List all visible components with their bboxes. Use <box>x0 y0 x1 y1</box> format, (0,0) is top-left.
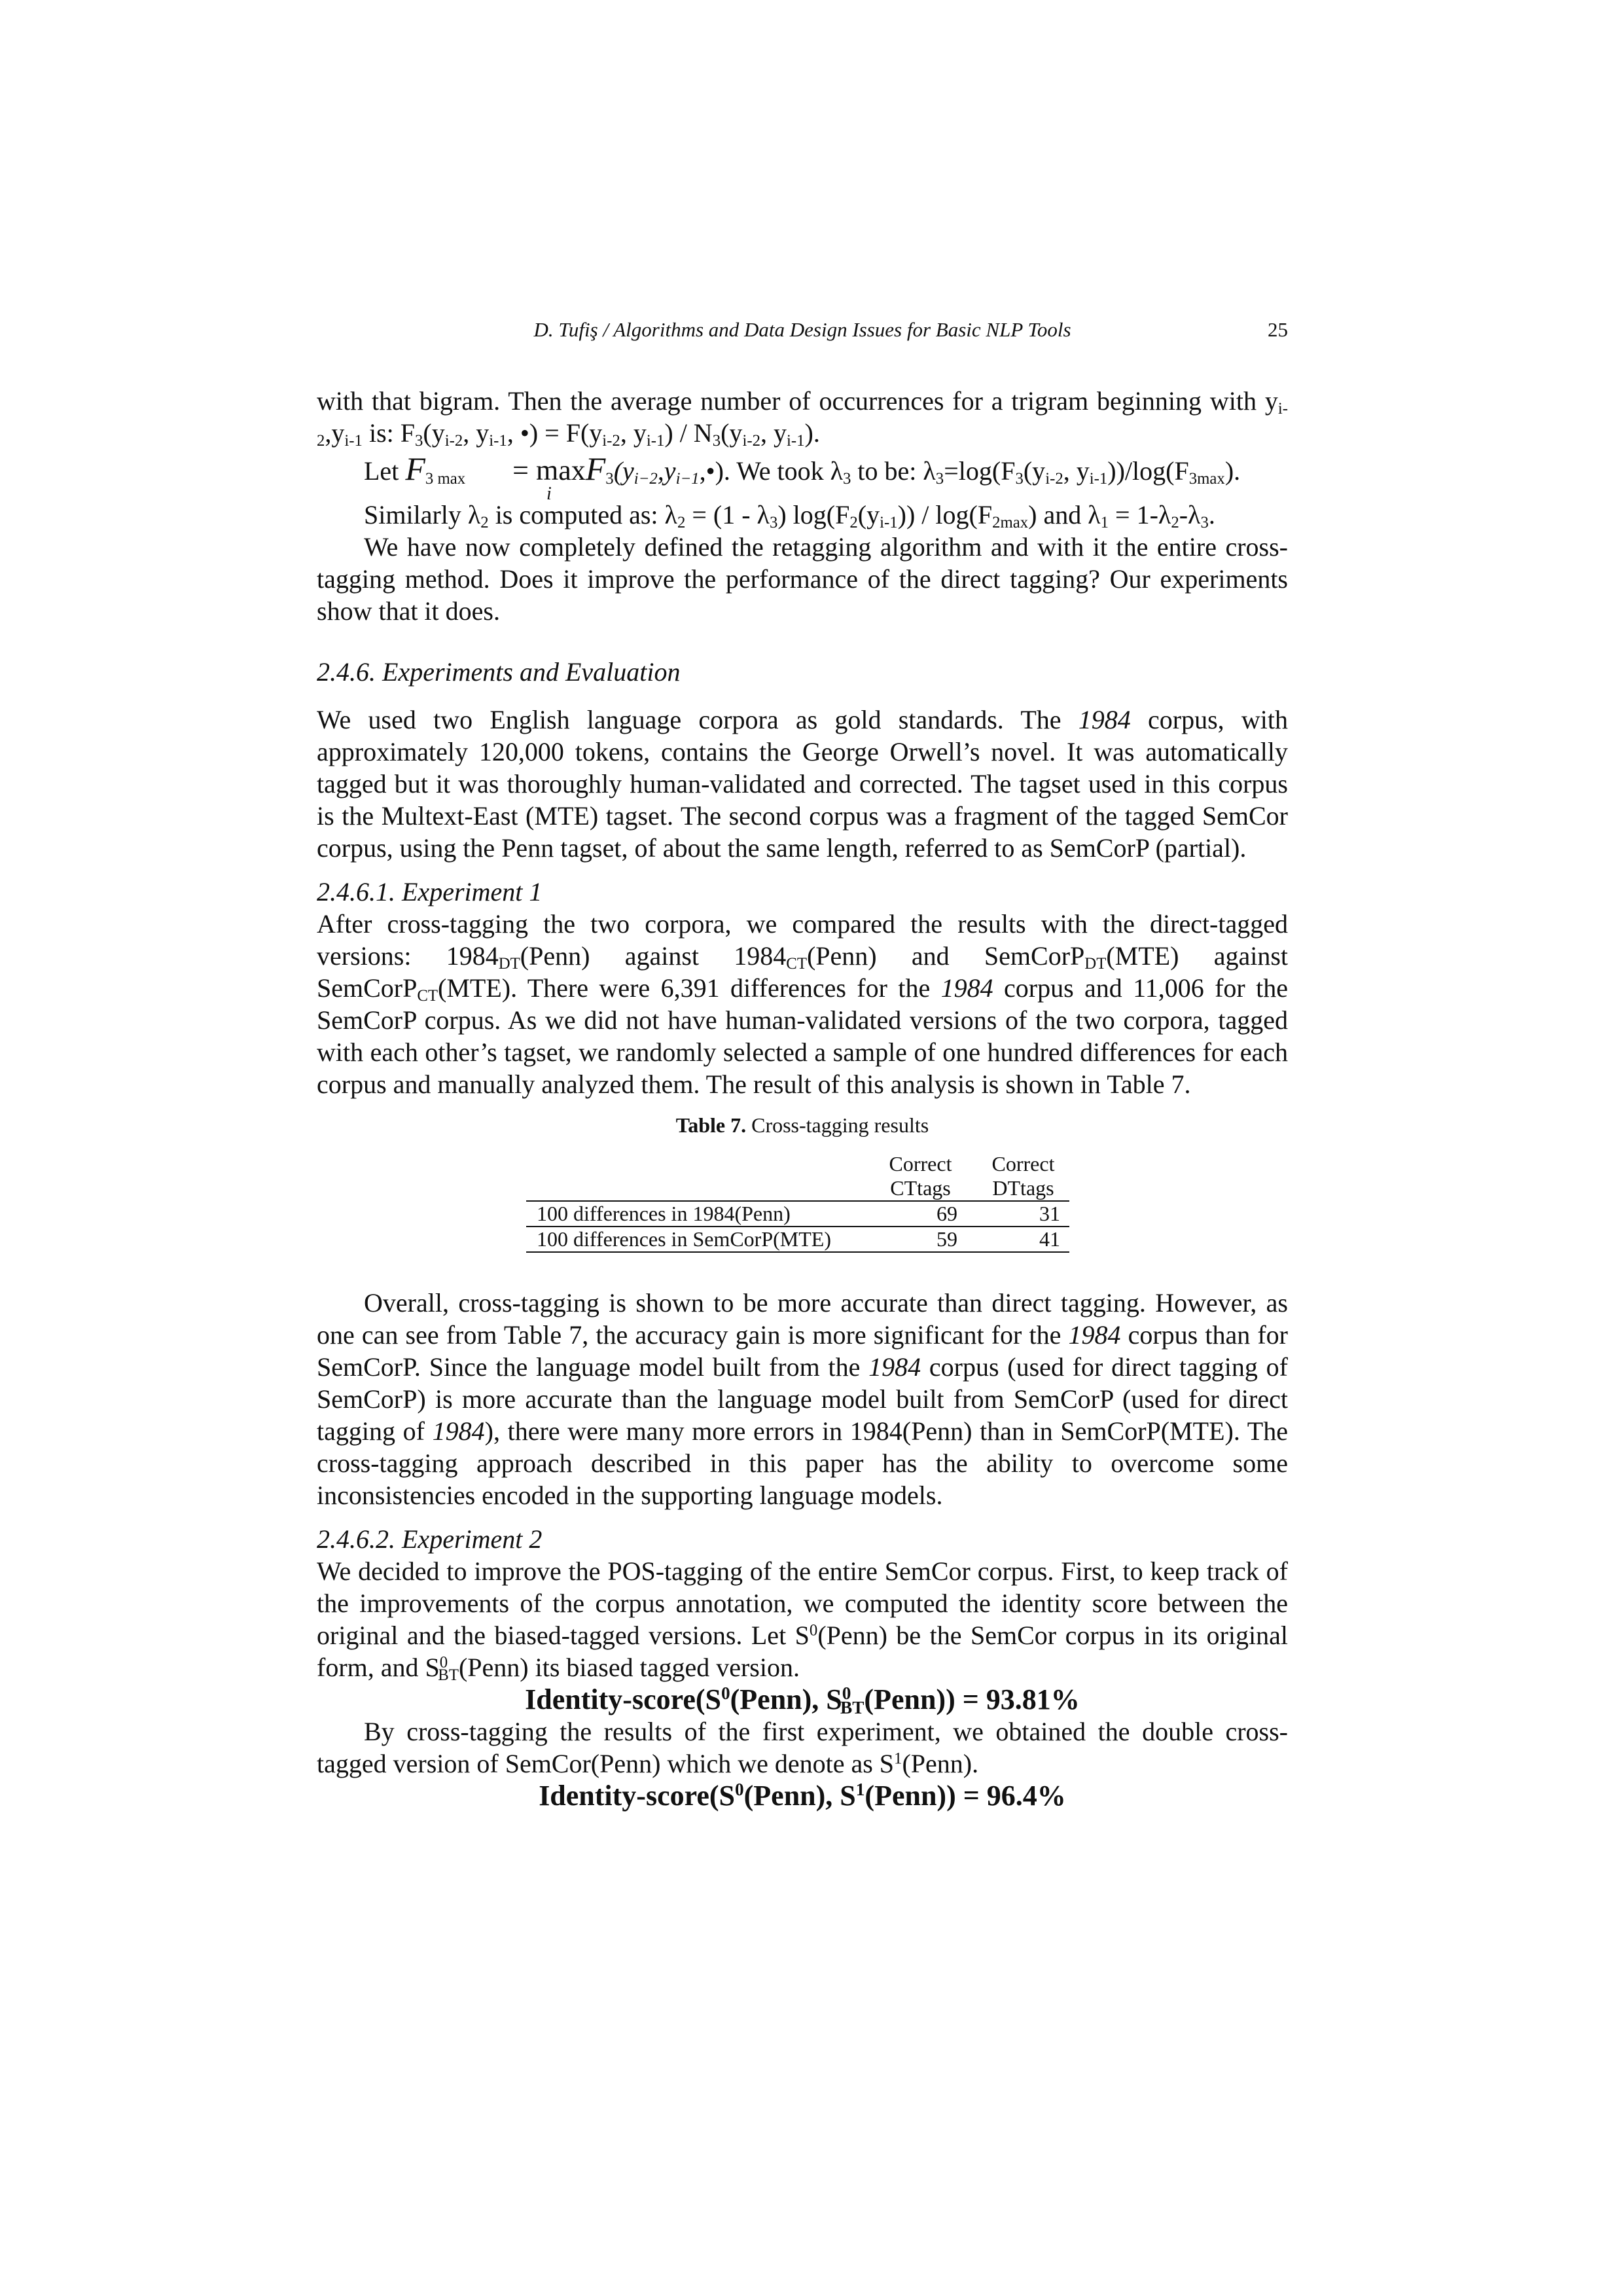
table7-caption: Table 7. Cross-tagging results <box>675 1113 929 1137</box>
formula-lambda2: Similarly $\lambda_2$ is computed as: $\lambda_2 = (1 - \lambda_3)$ $\log(F_2(y_{i-1})) / \log(F_{2max})$ and $\lambda_1 = 1-\lambda_2-\lambda_3$. <box>364 500 1215 532</box>
experiment1-heading: 2.4.6.1. Experiment 1 <box>317 877 543 906</box>
paragraph-overall: Overall, cross-tagging is shown to be more accurate than direct tagging. However, as one can see from Table 7, the accuracy gain is more significant for the 1984 corpus than for SemCorP. Since the language model built from the 1984 corpus (used for direct tagging of SemCorP) is more accurate than the language model built from SemCorP (used for direct tagging of 1984), there were many more errors in 1984(Penn) than in SemCorP(MTE). The cross-tagging approach described in this paper has the ability to overcome some inconsistencies encoded in the supporting language models. <box>317 1288 1289 1510</box>
paragraph-experiment2: We decided to improve the POS-tagging of the entire SemCor corpus. First, to keep track of the improvements of the corpus annotation, we computed the identity score between the original and the biased-tagged versions. Let $S^0(Penn)$ be the SemCor corpus in its original form, and $S^0_{BT}(Penn)$ its biased tagged version. <box>317 1556 1288 1685</box>
col1-header-line1: Correct <box>889 1152 952 1175</box>
table-header-row2 <box>526 1176 1069 1201</box>
experiment2-heading: 2.4.6.2. Experiment 2 <box>317 1524 543 1554</box>
paragraph-bigram: with that bigram. Then the average number of occurrences for a trigram beginning with $y_{i-2},y_{i-1}$ is: $F_3(y_{i-2}$, $y_{i-1}$, •) = $F(y_{i-2}$, $y_{i-1}) / N_3(y_{i-2}$, $y_{i-1}$). <box>317 386 1289 450</box>
identity-score-1: Identity-$score(S^0(Penn)$, $S^0_{BT}(Penn)) = 93.81\%$ <box>525 1683 1080 1717</box>
table7 <box>526 1152 1069 1253</box>
paragraph-experiment1: After cross-tagging the two corpora, we compared the results with the direct-tagged versions: $1984_{DT}(Penn)$ against $1984_{CT}(Penn)$ and SemCorP$_{DT}$(MTE) against SemCorP$_{CT}$(MTE). There were 6,391 differences for the 1984 corpus and 11,006 for the SemCorP corpus. As we did not have human-validated versions of the two corpora, tagged with each other’s tagset, we randomly selected a sample of one hundred differences for each corpus and manually analyzed them. The result of this analysis is shown in Table 7. <box>317 909 1288 1099</box>
section-heading: 2.4.6. Experiments and Evaluation <box>317 657 681 687</box>
formula-f3max: Let $F_{3 max}= \max$ i $F_3(y_{i-2},y_{i-1},•)$. We took $\lambda_3$ to be: $\lambda_3=\log(F_3(y_{i-2}$, $y_{i-1}))/\log(F_{3max})$. <box>364 450 1241 504</box>
identity-score-2: Identity-$score(S^0(Penn)$, $S^1(Penn)) = 96.4\%$ <box>539 1780 1066 1812</box>
body-column <box>317 385 1288 1812</box>
table-row: 100 differences in SemCorP(MTE) 59 41 <box>526 1227 1069 1252</box>
col2-header-line1: Correct <box>991 1152 1055 1175</box>
paragraph-corpora: We used two English language corpora as gold standards. The 1984 corpus, with approximately 120,000 tokens, contains the George Orwell’s novel. It was automatically tagged but it was thoroughly human-validated and corrected. The tagset used in this corpus is the Multext-East (MTE) tagset. The second corpus was a fragment of the tagged SemCor corpus, using the Penn tagset, of about the same length, referred to as SemCorP (partial). <box>317 705 1288 863</box>
table-row: 100 differences in 1984(Penn) 69 31 <box>526 1201 1069 1227</box>
paragraph-double-cross: By cross-tagging the results of the first experiment, we obtained the double cross-tagged version of SemCor(Penn) which we denote as $S^1(Penn)$. <box>317 1717 1288 1778</box>
running-title: D. Tufiş / Algorithms and Data Design Issues for Basic NLP Tools <box>533 318 1071 341</box>
paragraph-retagging: We have now completely defined the retagging algorithm and with it the entire cross-tagging method. Does it improve the performance of the direct tagging? Our experiments show that it does. <box>317 532 1288 626</box>
col1-header-line2: CTtags <box>864 1176 967 1201</box>
page-number: 25 <box>1268 318 1288 341</box>
col2-header-line2: DTtags <box>967 1176 1069 1201</box>
running-header <box>317 318 1288 351</box>
table-header-row <box>526 1152 1069 1176</box>
